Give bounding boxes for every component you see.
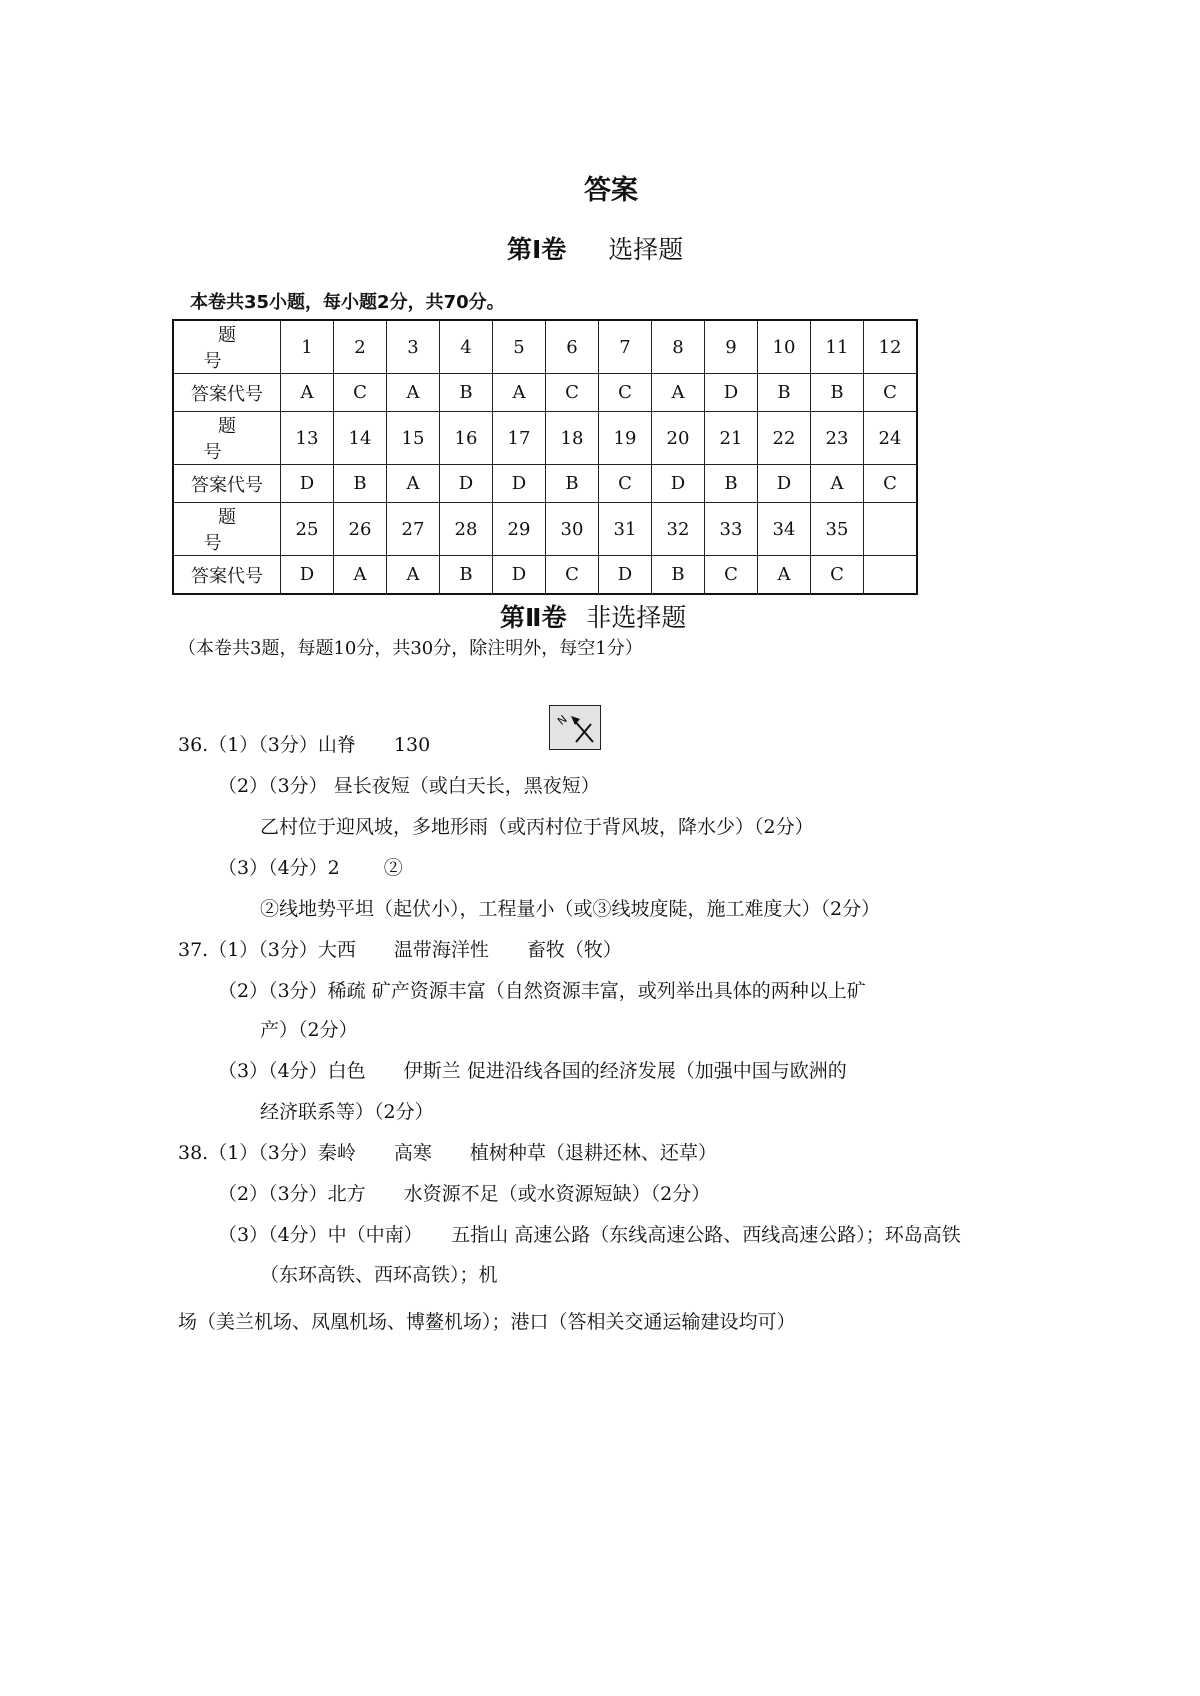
part2-heading-name: 非选择题 [586, 603, 687, 632]
question-number-row-header: 题号 [173, 412, 281, 465]
question-number-cell: 5 [493, 320, 546, 374]
question-number-cell: 25 [281, 503, 334, 556]
answer-code-cell: D [281, 556, 334, 595]
answer-code-cell: B [652, 556, 705, 595]
answer-36-3-cont: ②线地势平坦（起伏小），工程量小（或③线坡度陡，施工难度大）（2分） [260, 898, 881, 920]
question-number-cell: 34 [758, 503, 811, 556]
question-number-cell: 10 [758, 320, 811, 374]
question-number-cell: 32 [652, 503, 705, 556]
answer-code-cell [864, 556, 918, 595]
answer-code-cell: B [705, 465, 758, 503]
question-number-cell: 31 [599, 503, 652, 556]
answer-code-cell: B [440, 374, 493, 412]
answer-code-cell: A [652, 374, 705, 412]
question-number-cell: 26 [334, 503, 387, 556]
part2-heading-number: 第Ⅱ卷 [500, 603, 567, 632]
answer-code-cell: D [281, 465, 334, 503]
question-number-cell: 21 [705, 412, 758, 465]
answer-code-cell: B [546, 465, 599, 503]
answer-code-cell: A [758, 556, 811, 595]
answer-36-1: 36.（1）（3分）山脊 130 [178, 734, 431, 756]
answer-code-cell: C [864, 374, 918, 412]
answer-code-cell: A [387, 374, 440, 412]
question-number-cell: 23 [811, 412, 864, 465]
answer-code-row-header: 答案代号 [173, 465, 281, 503]
question-number-cell: 20 [652, 412, 705, 465]
part1-heading-name: 选择题 [608, 235, 684, 264]
part1-heading [507, 230, 683, 266]
question-number-cell: 17 [493, 412, 546, 465]
answer-code-row-header: 答案代号 [173, 556, 281, 595]
answer-code-cell: A [493, 374, 546, 412]
question-number-cell: 8 [652, 320, 705, 374]
question-number-cell: 1 [281, 320, 334, 374]
answer-code-cell: C [599, 374, 652, 412]
answer-36-2: （2）（3分） 昼长夜短（或白天长，黑夜短） [218, 775, 600, 797]
question-number-cell: 4 [440, 320, 493, 374]
answer-code-cell: D [758, 465, 811, 503]
page-title: 答案 [584, 175, 638, 206]
answer-38-2: （2）（3分）北方 水资源不足（或水资源短缺）（2分） [218, 1183, 711, 1205]
answer-code-cell: A [387, 465, 440, 503]
question-number-cell: 18 [546, 412, 599, 465]
answer-code-row [173, 465, 917, 503]
question-number-row [173, 320, 917, 374]
question-number-cell: 9 [705, 320, 758, 374]
answer-code-cell: D [652, 465, 705, 503]
question-number-cell: 11 [811, 320, 864, 374]
answer-code-cell: A [334, 556, 387, 595]
answer-37-2-cont: 产）（2分） [260, 1019, 358, 1041]
answer-code-cell: B [440, 556, 493, 595]
answer-38-3-cont2: 场（美兰机场、凤凰机场、博鳌机场）；港口（答相关交通运输建设均可） [178, 1311, 796, 1333]
answer-38-3-cont: （东环高铁、西环高铁）；机 [260, 1264, 498, 1286]
answer-code-cell: A [281, 374, 334, 412]
question-number-cell: 2 [334, 320, 387, 374]
question-number-row [173, 503, 917, 556]
answer-37-2: （2）（3分）稀疏 矿产资源丰富（自然资源丰富，或列举出具体的两种以上矿 [218, 980, 866, 1002]
answer-code-cell: C [864, 465, 918, 503]
question-number-row-header: 题号 [173, 320, 281, 374]
answer-code-cell: B [811, 374, 864, 412]
answer-code-cell: D [440, 465, 493, 503]
answer-37-3-cont: 经济联系等）（2分） [260, 1101, 434, 1123]
answer-code-cell: D [599, 556, 652, 595]
answer-code-cell: C [334, 374, 387, 412]
answer-code-cell: D [493, 465, 546, 503]
question-number-cell: 15 [387, 412, 440, 465]
answer-code-row-header: 答案代号 [173, 374, 281, 412]
part2-note: （本卷共3题，每题10分，共30分，除注明外，每空1分） [178, 638, 643, 659]
question-number-cell: 6 [546, 320, 599, 374]
question-number-cell: 33 [705, 503, 758, 556]
answer-36-3: （3）（4分）2 ② [218, 857, 403, 879]
answer-38-3: （3）（4分）中（中南） 五指山 高速公路（东线高速公路、西线高速公路）；环岛高铁 [218, 1224, 961, 1246]
answer-code-row [173, 374, 917, 412]
answer-38-1: 38.（1）（3分）秦岭 高寒 植树种草（退耕还林、还草） [178, 1142, 717, 1164]
answer-code-cell: C [546, 556, 599, 595]
answer-code-row [173, 556, 917, 595]
part1-heading-number: 第Ⅰ卷 [507, 235, 567, 264]
question-number-cell: 28 [440, 503, 493, 556]
question-number-cell: 29 [493, 503, 546, 556]
answer-code-cell: C [546, 374, 599, 412]
answer-code-cell: D [705, 374, 758, 412]
question-number-cell [864, 503, 918, 556]
answer-37-3: （3）（4分）白色 伊斯兰 促进沿线各国的经济发展（加强中国与欧洲的 [218, 1060, 847, 1082]
answer-37-1: 37.（1）（3分）大西 温带海洋性 畜牧（牧） [178, 939, 622, 961]
part2-heading [500, 598, 686, 634]
answer-code-cell: A [811, 465, 864, 503]
question-number-cell: 16 [440, 412, 493, 465]
question-number-cell: 7 [599, 320, 652, 374]
question-number-cell: 22 [758, 412, 811, 465]
compass-icon [549, 705, 601, 750]
answer-code-cell: C [811, 556, 864, 595]
question-number-cell: 19 [599, 412, 652, 465]
answer-code-cell: C [705, 556, 758, 595]
answer-table [172, 319, 918, 595]
question-number-cell: 13 [281, 412, 334, 465]
question-number-cell: 35 [811, 503, 864, 556]
question-number-cell: 27 [387, 503, 440, 556]
answer-36-2-cont: 乙村位于迎风坡，多地形雨（或丙村位于背风坡，降水少）（2分） [260, 816, 814, 838]
compass-north-label: N [555, 712, 570, 728]
question-number-cell: 24 [864, 412, 918, 465]
question-number-row [173, 412, 917, 465]
question-number-cell: 14 [334, 412, 387, 465]
answer-code-cell: C [599, 465, 652, 503]
question-number-row-header: 题号 [173, 503, 281, 556]
question-number-cell: 12 [864, 320, 918, 374]
answer-code-cell: B [758, 374, 811, 412]
question-number-cell: 30 [546, 503, 599, 556]
answer-code-cell: B [334, 465, 387, 503]
part1-note: 本卷共35小题，每小题2分，共70分。 [190, 292, 505, 313]
answer-code-cell: D [493, 556, 546, 595]
answer-code-cell: A [387, 556, 440, 595]
question-number-cell: 3 [387, 320, 440, 374]
